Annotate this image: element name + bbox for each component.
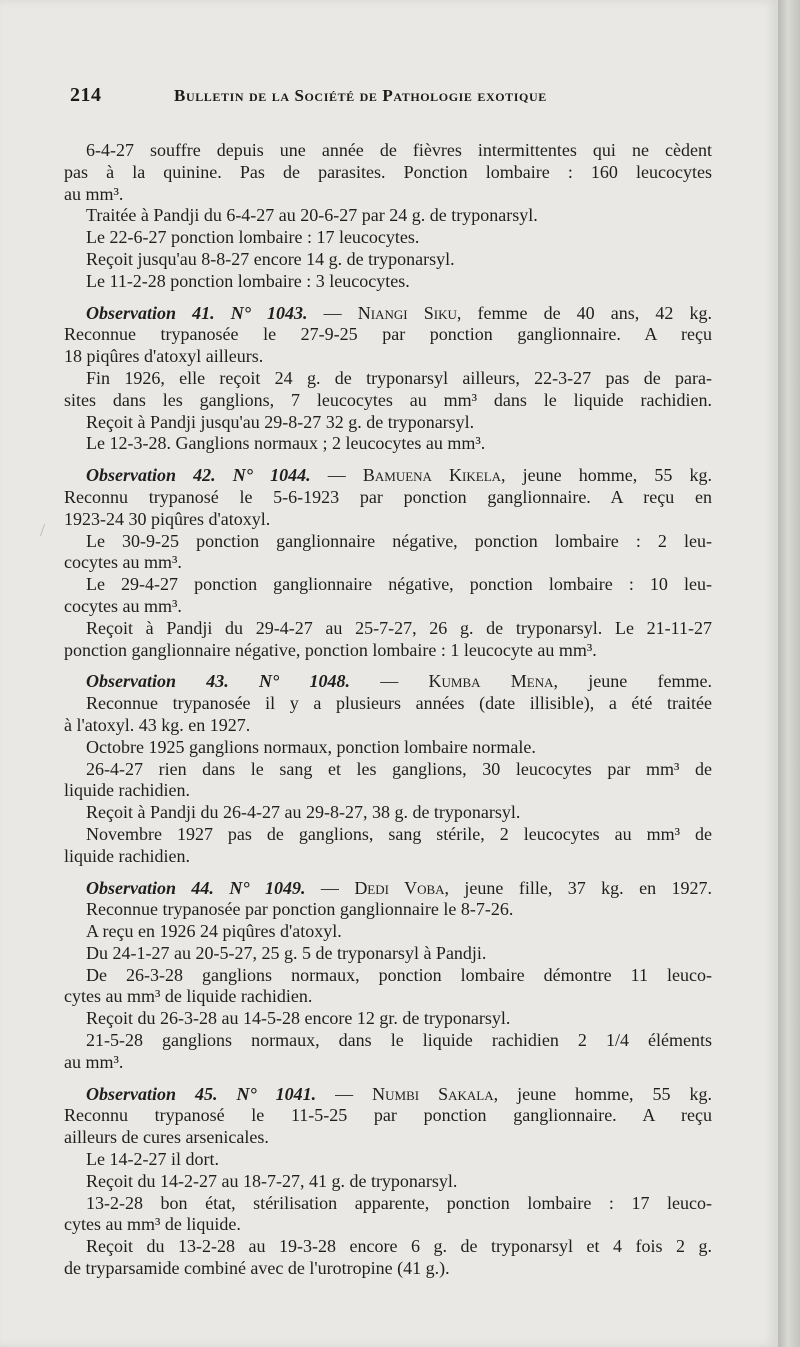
observation-heading (64, 303, 712, 325)
observation-title: Observation 43. (86, 671, 229, 692)
text-line: Reçoit à Pandji jusqu'au 29-8-27 32 g. de tryponarsyl. (86, 411, 475, 432)
text-line: cytes au mm³ de liquide rachidien. (64, 986, 313, 1007)
case-number: N° 1049. (229, 877, 306, 898)
observation-heading (64, 465, 712, 487)
text-line: 26-4-27 rien dans le sang et les ganglions, 30 leucocytes par mm³ de (86, 758, 712, 779)
text-line: Reçoit à Pandji du 29-4-27 au 25-7-27, 26 g. de tryponarsyl. Le 21-11-27 (86, 617, 712, 638)
paragraph-gap (64, 661, 712, 671)
text-line: au mm³. (64, 1051, 124, 1072)
heading-dash: — (310, 465, 363, 486)
text-line: Reçoit à Pandji du 26-4-27 au 29-8-27, 38 g. de tryponarsyl. (86, 802, 521, 823)
patient-name: Kumba Mena (428, 671, 554, 692)
paragraph-gap (64, 293, 712, 303)
text-line: Le 14-2-27 il dort. (86, 1149, 219, 1170)
observation-title: Observation 45. (86, 1083, 218, 1104)
text-line: ailleurs de cures arsenicales. (64, 1127, 269, 1148)
text-line: A reçu en 1926 24 piqûres d'atoxyl. (86, 921, 342, 942)
case-number: N° 1041. (236, 1083, 317, 1104)
text-line: Du 24-1-27 au 20-5-27, 25 g. 5 de tryponarsyl à Pandji. (86, 942, 487, 963)
running-title: Bulletin de la Société de Pathologie exotique (174, 86, 547, 105)
text-line: Fin 1926, elle reçoit 24 g. de tryponarsyl ailleurs, 22-3-27 pas de para- (86, 367, 712, 388)
page-number: 214 (70, 84, 102, 106)
observation-heading (64, 1084, 712, 1106)
text-line: Reconnu trypanosé le 11-5-25 par ponction ganglionnaire. A reçu (64, 1105, 712, 1126)
observation-title: Observation 41. (86, 302, 215, 323)
text-line: Reconnu trypanosé le 5-6-1923 par ponction ganglionnaire. A reçu en (64, 486, 712, 507)
patient-details: , jeune homme, 55 kg. (501, 465, 713, 486)
text-line: à l'atoxyl. 43 kg. en 1927. (64, 714, 251, 735)
margin-mark: / (40, 520, 46, 540)
paragraph-gap (64, 1074, 712, 1084)
paragraph-gap (64, 868, 712, 878)
text-line: 6-4-27 souffre depuis une année de fièvres intermittentes qui ne cèdent (86, 140, 712, 160)
text-line: cytes au mm³ de liquide. (64, 1214, 241, 1235)
text-line: liquide rachidien. (64, 780, 190, 801)
observation-heading (64, 671, 712, 693)
text-line: 13-2-28 bon état, stérilisation apparente, ponction lombaire : 17 leuco- (86, 1192, 712, 1213)
text-line: Traitée à Pandji du 6-4-27 au 20-6-27 par 24 g. de tryponarsyl. (86, 205, 538, 226)
case-number: N° 1048. (259, 671, 350, 692)
text-line: De 26-3-28 ganglions normaux, ponction lombaire démontre 11 leuco- (86, 964, 712, 985)
patient-details: , femme de 40 ans, 42 kg. (456, 302, 713, 323)
body-text (64, 140, 712, 1280)
text-line: Reçoit du 13-2-28 au 19-3-28 encore 6 g. de tryponarsyl et 4 fois 2 g. (86, 1236, 712, 1257)
observation-title: Observation 44. (86, 877, 214, 898)
text-line: Le 12-3-28. Ganglions normaux ; 2 leucocytes au mm³. (86, 433, 486, 454)
text-line: liquide rachidien. (64, 845, 190, 866)
text-line: Reconnue trypanosée par ponction ganglionnaire le 8-7-26. (86, 899, 514, 920)
patient-name: Bamuena Kikela (362, 465, 502, 486)
paragraph-gap (64, 455, 712, 465)
text-line: Reçoit du 26-3-28 au 14-5-28 encore 12 gr. de tryponarsyl. (86, 1008, 511, 1029)
text-line: 1923-24 30 piqûres d'atoxyl. (64, 508, 271, 529)
book-spine-edge (778, 0, 800, 1347)
text-line: Le 11-2-28 ponction lombaire : 3 leucocytes. (86, 270, 410, 291)
text-line: Le 22-6-27 ponction lombaire : 17 leucocytes. (86, 227, 420, 248)
text-line: 21-5-28 ganglions normaux, dans le liquide rachidien 2 1/4 éléments (86, 1030, 712, 1051)
observation-title: Observation 42. (86, 465, 216, 486)
patient-details: , jeune femme. (553, 671, 713, 692)
heading-dash: — (316, 1083, 373, 1104)
case-number: N° 1043. (230, 302, 308, 323)
patient-name: Niangi Siku (357, 302, 457, 323)
text-line: Le 29-4-27 ponction ganglionnaire négative, ponction lombaire : 10 leu- (86, 574, 712, 595)
text-line: cocytes au mm³. (64, 595, 182, 616)
patient-name: Dedi Voba (354, 877, 445, 898)
case-number: N° 1044. (232, 465, 311, 486)
text-line: pas à la quinine. Pas de parasites. Ponction lombaire : 160 leucocytes (64, 161, 712, 182)
heading-dash: — (307, 302, 358, 323)
text-line: sites dans les ganglions, 7 leucocytes au mm³ dans le liquide rachidien. (64, 389, 712, 410)
text-line: 18 piqûres d'atoxyl ailleurs. (64, 346, 264, 367)
patient-details: , jeune homme, 55 kg. (493, 1083, 713, 1104)
text-line: Reçoit jusqu'au 8-8-27 encore 14 g. de tryponarsyl. (86, 248, 455, 269)
patient-name: Numbi Sakala (372, 1083, 494, 1104)
heading-dash: — (305, 877, 355, 898)
text-line: Reconnue trypanosée le 27-9-25 par ponction ganglionnaire. A reçu (64, 324, 712, 345)
text-line: Reçoit du 14-2-27 au 18-7-27, 41 g. de tryponarsyl. (86, 1170, 458, 1191)
text-line: cocytes au mm³. (64, 552, 182, 573)
text-line: Le 30-9-25 ponction ganglionnaire négative, ponction lombaire : 2 leu- (86, 530, 712, 551)
text-line: Reconnue trypanosée il y a plusieurs années (date illisible), a été traitée (86, 693, 712, 714)
text-line: Novembre 1927 pas de ganglions, sang stérile, 2 leucocytes au mm³ de (86, 823, 712, 844)
observation-heading (64, 878, 712, 900)
text-line: ponction ganglionnaire négative, ponction lombaire : 1 leucocyte au mm³. (64, 639, 597, 660)
patient-details: , jeune fille, 37 kg. en 1927. (444, 877, 712, 898)
text-line: Octobre 1925 ganglions normaux, ponction lombaire normale. (86, 736, 536, 757)
heading-dash: — (350, 671, 429, 692)
text-line: de tryparsamide combiné avec de l'urotropine (41 g.). (64, 1258, 450, 1279)
text-line: au mm³. (64, 183, 124, 204)
